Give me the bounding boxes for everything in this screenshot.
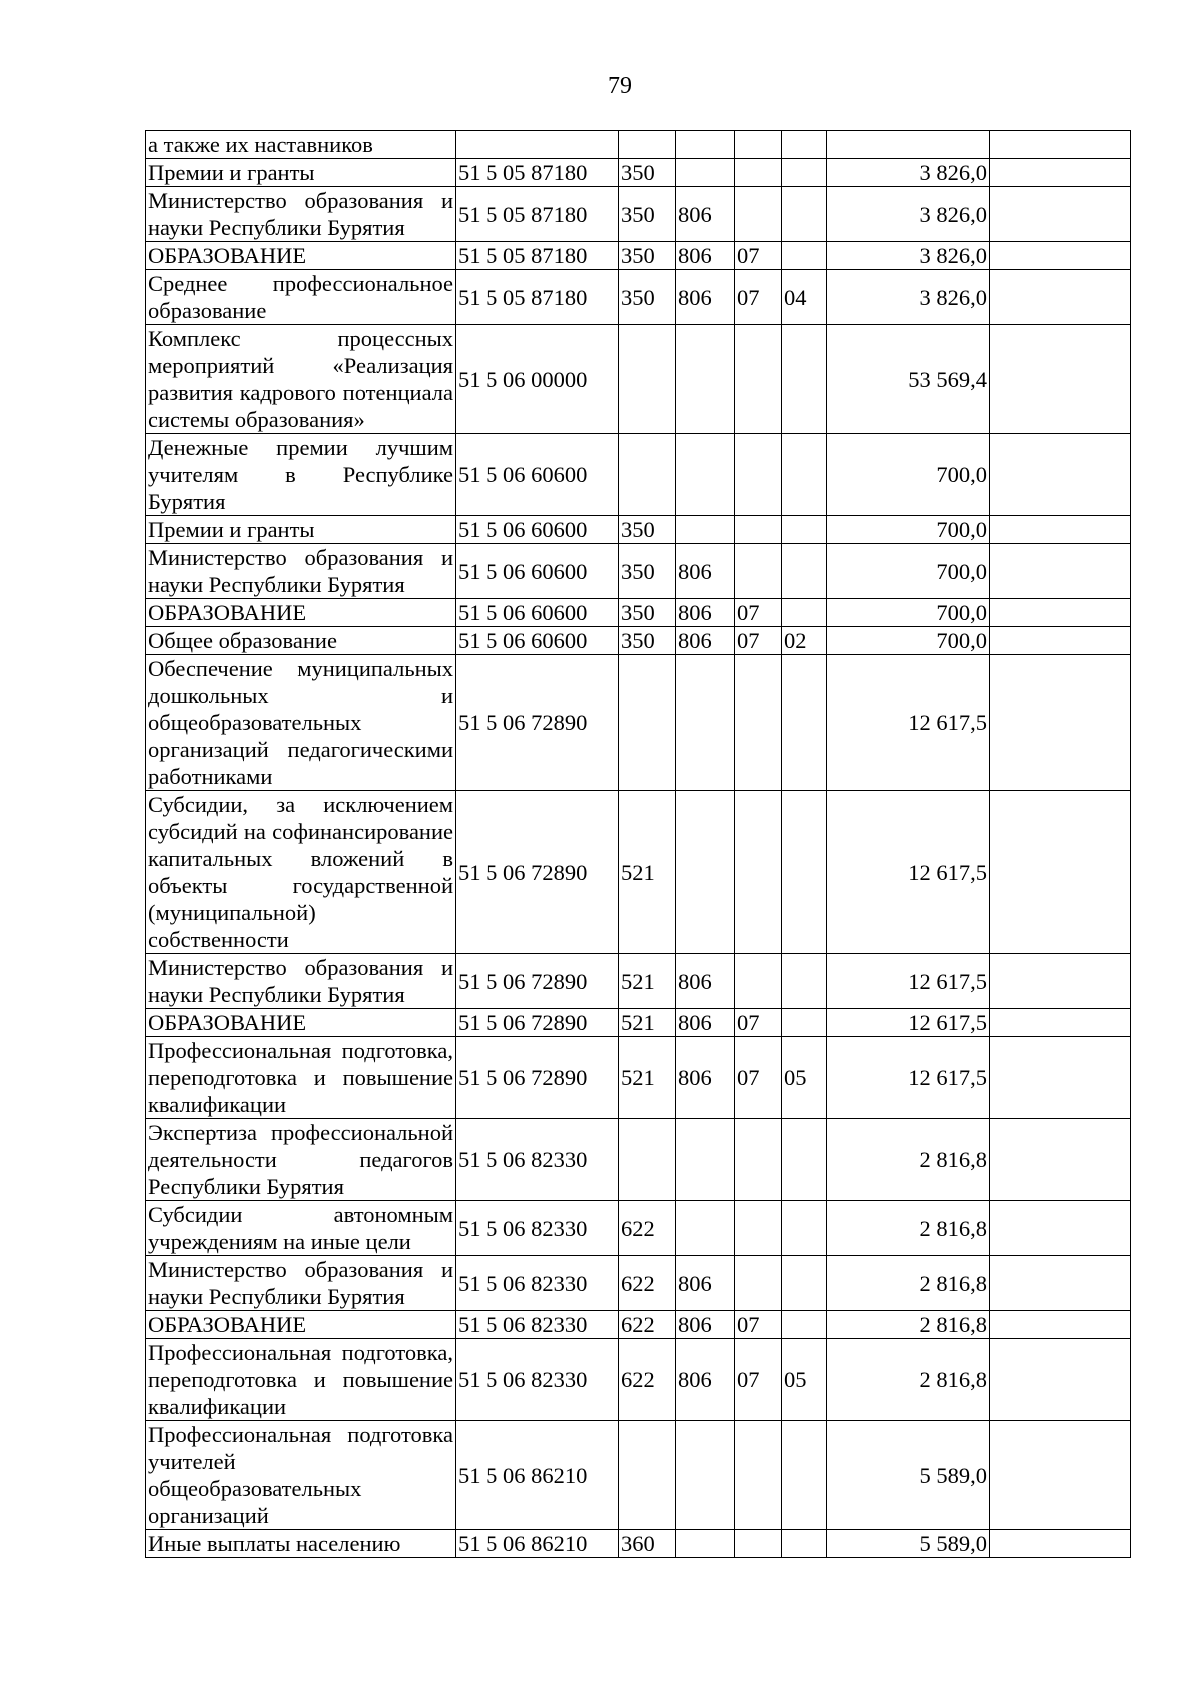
chief-manager-cell: 806 [676,1009,735,1037]
chief-manager-cell: 806 [676,544,735,599]
amount-cell: 3 826,0 [827,270,990,325]
target-article-cell: 51 5 06 60600 [456,599,619,627]
target-article-cell: 51 5 06 82330 [456,1201,619,1256]
table-row [146,1530,1131,1558]
row-name-cell: Общее образование [146,627,456,655]
amount-cell [827,131,990,159]
extra-empty-cell [990,655,1131,791]
table-row [146,1339,1131,1421]
expense-type-cell: 350 [619,187,676,242]
amount-cell: 700,0 [827,544,990,599]
amount-cell: 12 617,5 [827,655,990,791]
table-row [146,159,1131,187]
expense-type-cell: 622 [619,1201,676,1256]
extra-empty-cell [990,791,1131,954]
expense-type-cell: 521 [619,954,676,1009]
expense-type-cell [619,434,676,516]
amount-cell: 12 617,5 [827,1037,990,1119]
amount-cell: 2 816,8 [827,1256,990,1311]
extra-empty-cell [990,516,1131,544]
amount-cell: 700,0 [827,627,990,655]
row-name-cell: Профессиональная подготовка, переподготовка и повышение квалификации [146,1339,456,1421]
section-cell [735,1421,782,1530]
subsection-cell: 02 [782,627,827,655]
budget-table [145,130,1131,1558]
expense-type-cell: 350 [619,159,676,187]
table-body [146,131,1131,1558]
chief-manager-cell [676,1119,735,1201]
subsection-cell [782,1311,827,1339]
target-article-cell: 51 5 06 72890 [456,1009,619,1037]
expense-type-cell [619,131,676,159]
expense-type-cell: 622 [619,1311,676,1339]
row-name-cell: Министерство образования и науки Республики Бурятия [146,544,456,599]
row-name-cell: Министерство образования и науки Республики Бурятия [146,187,456,242]
expense-type-cell: 350 [619,599,676,627]
chief-manager-cell: 806 [676,242,735,270]
extra-empty-cell [990,270,1131,325]
section-cell [735,791,782,954]
subsection-cell [782,954,827,1009]
row-name-cell: ОБРАЗОВАНИЕ [146,599,456,627]
expense-type-cell: 350 [619,270,676,325]
amount-cell: 700,0 [827,434,990,516]
subsection-cell [782,159,827,187]
target-article-cell: 51 5 05 87180 [456,270,619,325]
chief-manager-cell: 806 [676,1339,735,1421]
extra-empty-cell [990,1256,1131,1311]
extra-empty-cell [990,1009,1131,1037]
target-article-cell: 51 5 05 87180 [456,242,619,270]
chief-manager-cell: 806 [676,1311,735,1339]
extra-empty-cell [990,544,1131,599]
chief-manager-cell: 806 [676,1256,735,1311]
subsection-cell [782,242,827,270]
table-row [146,434,1131,516]
extra-empty-cell [990,1339,1131,1421]
chief-manager-cell [676,655,735,791]
row-name-cell: Денежные премии лучшим учителям в Республике Бурятия [146,434,456,516]
chief-manager-cell: 806 [676,187,735,242]
subsection-cell [782,1421,827,1530]
extra-empty-cell [990,1119,1131,1201]
amount-cell: 700,0 [827,599,990,627]
expense-type-cell: 521 [619,1009,676,1037]
target-article-cell: 51 5 06 72890 [456,1037,619,1119]
table-row [146,1421,1131,1530]
row-name-cell: Иные выплаты населению [146,1530,456,1558]
amount-cell: 2 816,8 [827,1311,990,1339]
section-cell [735,1119,782,1201]
chief-manager-cell: 806 [676,954,735,1009]
expense-type-cell: 350 [619,544,676,599]
extra-empty-cell [990,434,1131,516]
target-article-cell: 51 5 06 72890 [456,954,619,1009]
chief-manager-cell [676,159,735,187]
subsection-cell [782,1530,827,1558]
subsection-cell: 05 [782,1037,827,1119]
expense-type-cell: 350 [619,516,676,544]
table-row [146,242,1131,270]
table-row [146,655,1131,791]
target-article-cell: 51 5 06 82330 [456,1256,619,1311]
table-row [146,1311,1131,1339]
amount-cell: 2 816,8 [827,1339,990,1421]
section-cell: 07 [735,627,782,655]
extra-empty-cell [990,627,1131,655]
target-article-cell: 51 5 06 82330 [456,1311,619,1339]
amount-cell: 2 816,8 [827,1201,990,1256]
chief-manager-cell [676,131,735,159]
amount-cell: 700,0 [827,516,990,544]
table-row [146,627,1131,655]
row-name-cell: Субсидии автономным учреждениям на иные цели [146,1201,456,1256]
expense-type-cell [619,325,676,434]
row-name-cell: ОБРАЗОВАНИЕ [146,1311,456,1339]
subsection-cell [782,1119,827,1201]
extra-empty-cell [990,1421,1131,1530]
table-row [146,187,1131,242]
target-article-cell: 51 5 06 60600 [456,516,619,544]
row-name-cell: Министерство образования и науки Республики Бурятия [146,954,456,1009]
section-cell: 07 [735,599,782,627]
target-article-cell: 51 5 06 60600 [456,627,619,655]
table-row [146,1119,1131,1201]
table-row [146,1256,1131,1311]
subsection-cell [782,1201,827,1256]
target-article-cell [456,131,619,159]
subsection-cell: 04 [782,270,827,325]
row-name-cell: Комплекс процессных мероприятий «Реализация развития кадрового потенциала системы образования» [146,325,456,434]
amount-cell: 3 826,0 [827,187,990,242]
amount-cell: 5 589,0 [827,1421,990,1530]
extra-empty-cell [990,131,1131,159]
extra-empty-cell [990,159,1131,187]
expense-type-cell: 622 [619,1256,676,1311]
chief-manager-cell [676,1421,735,1530]
page-number: 79 [608,73,632,99]
subsection-cell [782,544,827,599]
expense-type-cell: 360 [619,1530,676,1558]
section-cell [735,187,782,242]
row-name-cell: Обеспечение муниципальных дошкольных и общеобразовательных организаций педагогическими работниками [146,655,456,791]
section-cell [735,655,782,791]
row-name-cell: Субсидии, за исключением субсидий на софинансирование капитальных вложений в объекты государственной (муниципальной) собственности [146,791,456,954]
extra-empty-cell [990,599,1131,627]
section-cell: 07 [735,1311,782,1339]
amount-cell: 3 826,0 [827,242,990,270]
chief-manager-cell: 806 [676,599,735,627]
row-name-cell: а также их наставников [146,131,456,159]
target-article-cell: 51 5 06 60600 [456,434,619,516]
subsection-cell: 05 [782,1339,827,1421]
extra-empty-cell [990,325,1131,434]
amount-cell: 12 617,5 [827,954,990,1009]
subsection-cell [782,655,827,791]
subsection-cell [782,187,827,242]
target-article-cell: 51 5 06 82330 [456,1339,619,1421]
section-cell: 07 [735,1009,782,1037]
extra-empty-cell [990,1037,1131,1119]
table-row [146,954,1131,1009]
row-name-cell: Профессиональная подготовка учителей общеобразовательных организаций [146,1421,456,1530]
extra-empty-cell [990,187,1131,242]
expense-type-cell: 622 [619,1339,676,1421]
target-article-cell: 51 5 06 60600 [456,544,619,599]
subsection-cell [782,791,827,954]
section-cell: 07 [735,1339,782,1421]
target-article-cell: 51 5 06 82330 [456,1119,619,1201]
chief-manager-cell [676,1530,735,1558]
chief-manager-cell [676,1201,735,1256]
chief-manager-cell [676,791,735,954]
row-name-cell: ОБРАЗОВАНИЕ [146,242,456,270]
amount-cell: 5 589,0 [827,1530,990,1558]
chief-manager-cell: 806 [676,627,735,655]
row-name-cell: Министерство образования и науки Республики Бурятия [146,1256,456,1311]
chief-manager-cell: 806 [676,1037,735,1119]
row-name-cell: ОБРАЗОВАНИЕ [146,1009,456,1037]
table-row [146,544,1131,599]
target-article-cell: 51 5 06 86210 [456,1530,619,1558]
section-cell [735,1530,782,1558]
row-name-cell: Экспертиза профессиональной деятельности педагогов Республики Бурятия [146,1119,456,1201]
target-article-cell: 51 5 05 87180 [456,159,619,187]
table-row [146,1201,1131,1256]
table-row [146,131,1131,159]
expense-type-cell [619,655,676,791]
table-row [146,1009,1131,1037]
expense-type-cell [619,1119,676,1201]
row-name-cell: Премии и гранты [146,516,456,544]
chief-manager-cell: 806 [676,270,735,325]
amount-cell: 53 569,4 [827,325,990,434]
row-name-cell: Премии и гранты [146,159,456,187]
subsection-cell [782,325,827,434]
table-row [146,270,1131,325]
section-cell [735,131,782,159]
section-cell [735,159,782,187]
expense-type-cell: 350 [619,627,676,655]
table-row [146,599,1131,627]
amount-cell: 2 816,8 [827,1119,990,1201]
section-cell [735,954,782,1009]
subsection-cell [782,516,827,544]
row-name-cell: Среднее профессиональное образование [146,270,456,325]
section-cell [735,325,782,434]
expense-type-cell: 521 [619,791,676,954]
section-cell: 07 [735,242,782,270]
table-row [146,1037,1131,1119]
extra-empty-cell [990,1311,1131,1339]
expense-type-cell: 350 [619,242,676,270]
section-cell [735,434,782,516]
target-article-cell: 51 5 06 72890 [456,655,619,791]
table-row [146,325,1131,434]
extra-empty-cell [990,242,1131,270]
subsection-cell [782,599,827,627]
extra-empty-cell [990,1530,1131,1558]
amount-cell: 3 826,0 [827,159,990,187]
chief-manager-cell [676,325,735,434]
expense-type-cell [619,1421,676,1530]
table-row [146,516,1131,544]
section-cell: 07 [735,1037,782,1119]
subsection-cell [782,1256,827,1311]
target-article-cell: 51 5 06 72890 [456,791,619,954]
row-name-cell: Профессиональная подготовка, переподготовка и повышение квалификации [146,1037,456,1119]
subsection-cell [782,1009,827,1037]
amount-cell: 12 617,5 [827,1009,990,1037]
subsection-cell [782,131,827,159]
section-cell [735,1201,782,1256]
expense-type-cell: 521 [619,1037,676,1119]
section-cell [735,516,782,544]
target-article-cell: 51 5 05 87180 [456,187,619,242]
chief-manager-cell [676,434,735,516]
extra-empty-cell [990,954,1131,1009]
amount-cell: 12 617,5 [827,791,990,954]
target-article-cell: 51 5 06 00000 [456,325,619,434]
section-cell [735,1256,782,1311]
section-cell [735,544,782,599]
extra-empty-cell [990,1201,1131,1256]
target-article-cell: 51 5 06 86210 [456,1421,619,1530]
subsection-cell [782,434,827,516]
section-cell: 07 [735,270,782,325]
chief-manager-cell [676,516,735,544]
table-row [146,791,1131,954]
